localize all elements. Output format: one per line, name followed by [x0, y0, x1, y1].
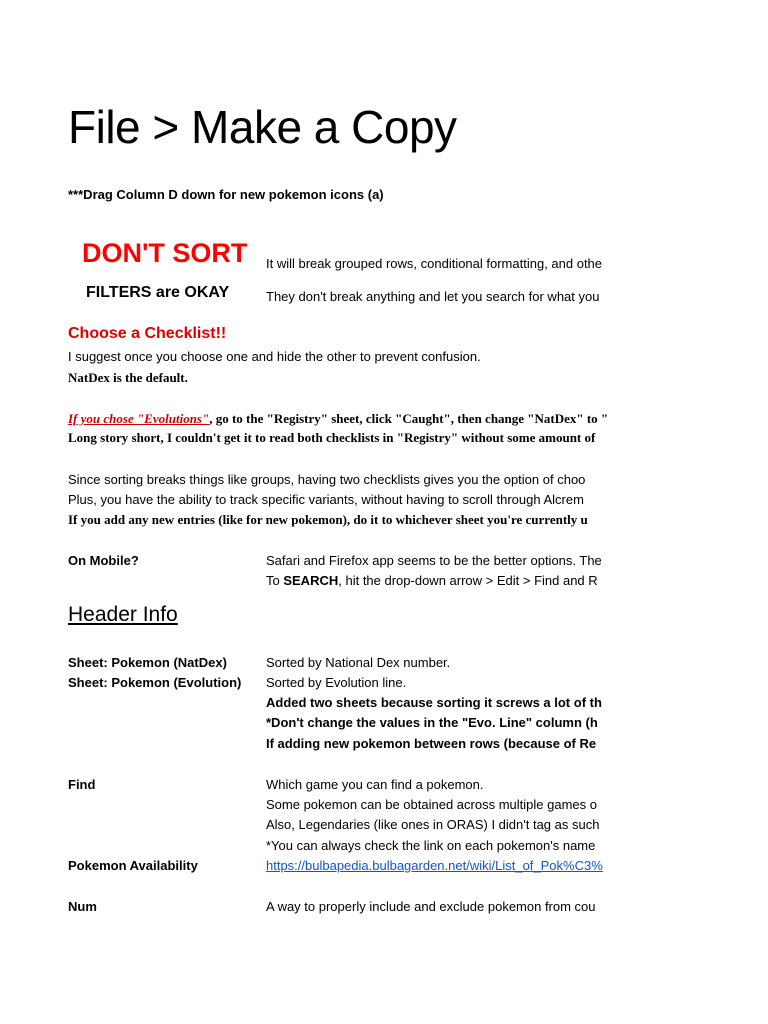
- find-label: Find: [68, 777, 96, 792]
- dont-sort-desc: It will break grouped rows, conditional formatting, and othe: [266, 256, 603, 271]
- mobile-search-word: SEARCH: [283, 573, 339, 588]
- find-line-2: Some pokemon can be obtained across multiple games o: [266, 797, 597, 812]
- evolution-note-1: Added two sheets because sorting it screws a lot of th: [266, 695, 602, 710]
- mobile-line-2: [266, 573, 598, 588]
- evolution-note-2: *Don't change the values in the "Evo. Line" column (h: [266, 715, 598, 730]
- evolution-note-3: If adding new pokemon between rows (because of Re: [266, 736, 597, 751]
- num-label: Num: [68, 899, 97, 914]
- checklist-heading: Choose a Checklist!!: [68, 325, 227, 342]
- num-desc: A way to properly include and exclude pokemon from cou: [266, 899, 596, 914]
- header-info-heading: Header Info: [68, 603, 178, 626]
- checklist-line-5: Since sorting breaks things like groups, having two checklists gives you the option of choo: [68, 472, 586, 487]
- find-line-1: Which game you can find a pokemon.: [266, 777, 484, 792]
- evolutions-link[interactable]: If you chose "Evolutions": [68, 411, 210, 426]
- dont-sort-label: DON'T SORT: [82, 238, 248, 268]
- checklist-line-4: Long story short, I couldn't get it to read both checklists in "Registry" without some amount of: [68, 430, 596, 445]
- checklist-line-2: NatDex is the default.: [68, 370, 188, 385]
- checklist-line-1: I suggest once you choose one and hide the other to prevent confusion.: [68, 349, 481, 364]
- checklist-line-6: Plus, you have the ability to track specific variants, without having to scroll through Alcrem: [68, 492, 584, 507]
- mobile-line-1: Safari and Firefox app seems to be the better options. The: [266, 553, 602, 568]
- evolution-label: Sheet: Pokemon (Evolution): [68, 675, 242, 690]
- mobile-line-2-pre: To: [266, 573, 284, 588]
- natdex-label: Sheet: Pokemon (NatDex): [68, 655, 227, 670]
- availability-link[interactable]: https://bulbapedia.bulbagarden.net/wiki/List_of_Pok%C3%: [266, 858, 603, 873]
- page-title: File > Make a Copy: [68, 101, 457, 153]
- evolution-desc: Sorted by Evolution line.: [266, 675, 407, 690]
- availability-label: Pokemon Availability: [68, 858, 198, 873]
- find-line-4: *You can always check the link on each pokemon's name: [266, 838, 596, 853]
- filters-label: FILTERS are OKAY: [86, 284, 230, 301]
- checklist-line-3-rest: , go to the "Registry" sheet, click "Caught", then change "NatDex" to ": [209, 411, 609, 426]
- mobile-label: On Mobile?: [68, 553, 139, 568]
- mobile-line-2-rest: , hit the drop-down arrow > Edit > Find and R: [338, 573, 598, 588]
- natdex-desc: Sorted by National Dex number.: [266, 655, 451, 670]
- checklist-line-7: If you add any new entries (like for new pokemon), do it to whichever sheet you're currently u: [68, 512, 588, 527]
- drag-note: ***Drag Column D down for new pokemon icons (a): [68, 187, 384, 202]
- filters-desc: They don't break anything and let you search for what you: [266, 289, 600, 304]
- find-line-3: Also, Legendaries (like ones in ORAS) I didn't tag as such: [266, 817, 600, 832]
- checklist-line-3: [68, 411, 608, 427]
